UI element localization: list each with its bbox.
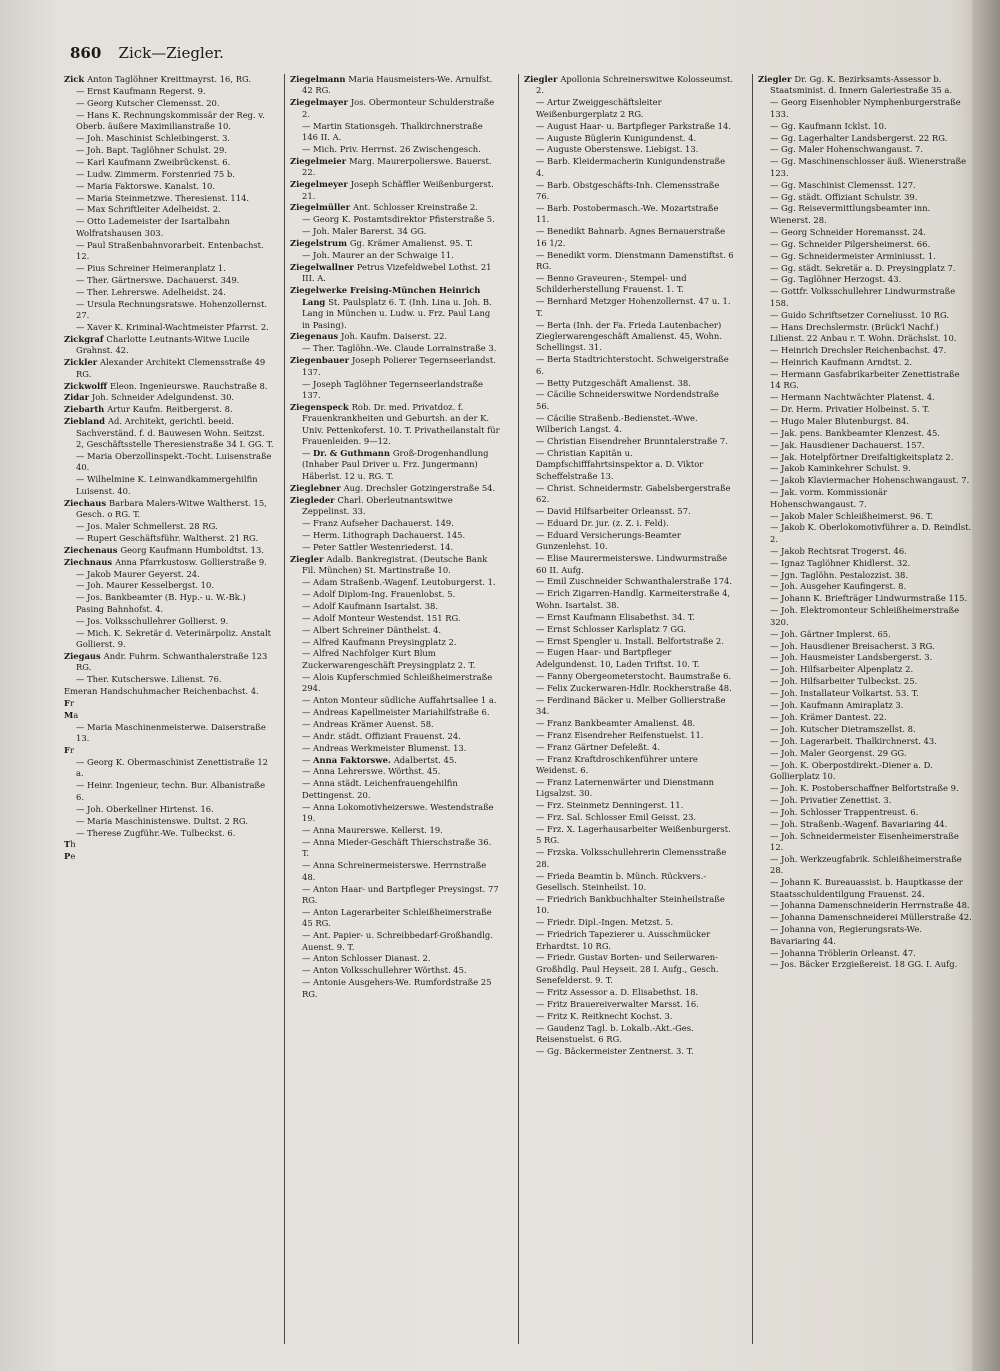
entry: Fr [64, 698, 74, 709]
entry: Zidar Joh. Schneider Adelgundenst. 30. [64, 392, 235, 403]
entry: — Anna Lokomotivheizerswe. Westendstraße 19. [290, 802, 500, 825]
entry: — Ernst Spengler u. Install. Belfortstraße 2. [524, 636, 734, 647]
entry: — Berta (Inh. der Fa. Frieda Lautenbacher) Zieglerwarengeschäft Amalienst. 45, Wohn. Schellingst. 31. [524, 320, 734, 354]
entry: — Joh. Maschinist Schleibingerst. 3. [64, 133, 274, 144]
entry: — Dr. & Guthmann Groß-Drogenhandlung (Inhaber Paul Driver u. Frz. Jungermann) Häberlst. 12 u. RG. T. [290, 448, 500, 482]
entry: — Gg. Taglöhner Herzogst. 43. [758, 274, 972, 285]
entry: — Andr. städt. Offiziant Frauenst. 24. [290, 731, 500, 742]
entry: — Jakob Maler Schleißheimerst. 96. T. [758, 511, 972, 522]
entry: Ziegler Dr. Gg. K. Bezirksamts-Assessor b. Staatsminist. d. Innern Galeriestraße 35 a. [758, 74, 953, 96]
entry: — Andreas Kapellmeister Mariahilfstraße 6. [290, 707, 500, 718]
entry: Fr [64, 745, 74, 756]
entry: — Jakob Kaminkehrer Schulst. 9. [758, 463, 972, 474]
entry: — Ernst Kaufmann Elisabethst. 34. T. [524, 612, 734, 623]
entry: — Antonie Ausgehers-We. Rumfordstraße 25 RG. [290, 977, 500, 1000]
entry: — Ludw. Zimmerm. Forstenried 75 b. [64, 169, 274, 180]
entry: — Johann K. Bureauassist. b. Hauptkasse der Staatsschuldentilgung Frauenst. 24. [758, 877, 972, 900]
entry: — Bernhard Metzger Hohenzollernst. 47 u. 1. T. [524, 296, 734, 319]
entry: — Joh. Kaufmann Amiraplatz 3. [758, 700, 972, 711]
entry: — Auguste Büglerin Kunigundenst. 4. [524, 133, 734, 144]
entry: — Emil Zuschneider Schwanthalerstraße 174. [524, 576, 734, 587]
entry: — Albert Schreiner Dänthelst. 4. [290, 625, 500, 636]
entry: — Anton Lagerarbeiter Schleißheimerstraße 45 RG. [290, 907, 500, 930]
entry: — Erich Zigarren-Handlg. Karmeiterstraße 4, Wohn. Isartalst. 38. [524, 588, 734, 611]
entry: Ziegelmeyer Joseph Schäffler Weißenburgerst. 21. [290, 179, 494, 201]
entry: — Franz Eisendreher Reifenstuelst. 11. [524, 730, 734, 741]
entry: — Jakob K. Oberlokomotivführer a. D. Reindlst. 2. [758, 522, 972, 545]
entry: — Fritz Assessor a. D. Elisabethst. 18. [524, 987, 734, 998]
entry: Ziegelmayer Jos. Obermonteur Schulderstraße 2. [290, 97, 495, 119]
entry: Ziegelwallner Petrus Vizefeldwebel Lothst. 21 III. A. [290, 262, 492, 284]
page-range: Zick—Ziegler. [118, 44, 224, 62]
entry: — Eduard Dr. jur. (z. Z. i. Feld). [524, 518, 734, 529]
entry: — Hermann Gasfabrikarbeiter Zenettistraße 14 RG. [758, 369, 972, 392]
entry: — Joh. Hausmeister Landsbergerst. 3. [758, 652, 972, 663]
entry: — Herm. Lithograph Dachauerst. 145. [290, 530, 500, 541]
column-1 [64, 74, 274, 1354]
entry: — Heinrich Kaufmann Arndtst. 2. [758, 357, 972, 368]
entry: Zickgraf Charlotte Leutnants-Witwe Lucile Grahnst. 42. [64, 333, 250, 356]
entry: — Gg. Maschinenschlosser äuß. Wienerstraße 123. [758, 156, 972, 179]
entry: — Adolf Monteur Westendst. 151 RG. [290, 613, 500, 624]
column-rule [284, 74, 285, 1344]
entry: Zieglebner Aug. Drechsler Gotzingerstraße 54. [290, 482, 496, 493]
entry: — Andreas Werkmeister Blumenst. 13. [290, 743, 500, 754]
entry: — Gg. städt. Sekretär a. D. Preysingplatz 7. [758, 263, 972, 274]
entry: — Gg. Reisevermittlungsbeamter inn. Wienerst. 28. [758, 203, 972, 226]
entry: — Anton Monteur südliche Auffahrtsallee 1 a. [290, 695, 500, 706]
entry: — August Haar- u. Bartpfleger Parkstraße 14. [524, 121, 734, 132]
entry: Ziegelwerke Freising-München Heinrich Lang St. Paulsplatz 6. T. (Inh. Lina u. Joh. B. Lang in München u. Ludw. u. Frz. Paul Lang in Pasing). [290, 285, 492, 330]
entry: — Betty Putzgeschäft Amalienst. 38. [524, 378, 734, 389]
entry: — Gg. Maschinist Clemensst. 127. [758, 180, 972, 191]
entry: — Jak. vorm. Kommissionär Hohenschwangaust. 7. [758, 487, 972, 510]
page-header [70, 44, 224, 62]
entry: — Friedrich Tapezierer u. Ausschmücker Erhardtst. 10 RG. [524, 929, 734, 952]
entry: — Martin Stationsgeh. Thalkirchnerstraße 146 II. A. [290, 121, 500, 144]
entry: — Ther. Gärtnerswe. Dachauerst. 349. [64, 275, 274, 286]
entry: — Georg K. Obermaschinist Zenettistraße 12 a. [64, 757, 274, 780]
entry: — Xaver K. Kriminal-Wachtmeister Pfarrst. 2. [64, 322, 274, 333]
entry: — Auguste Oberstenswe. Liebigst. 13. [524, 144, 734, 155]
entry: — Joh. Schlosser Trappentreust. 6. [758, 807, 972, 818]
entry: — Rupert Geschäftsführ. Waltherst. 21 RG. [64, 533, 274, 544]
entry: — Christian Eisendreher Brunntalerstraße 7. [524, 436, 734, 447]
entry: — Adam Straßenb.-Wagenf. Leutoburgerst. 1. [290, 577, 500, 588]
entry: — Joh. Ausgeher Kaufingerst. 8. [758, 581, 972, 592]
entry: — Jos. Bankbeamter (B. Hyp.- u. W.-Bk.) Pasing Bahnhofst. 4. [64, 592, 274, 615]
entry: — Joh. Kutscher Dietramszellst. 8. [758, 724, 972, 735]
entry: — Elise Maurermeisterswe. Lindwurmstraße 60 II. Aufg. [524, 553, 734, 576]
entry: — Joh. Maler Georgenst. 29 GG. [758, 748, 972, 759]
entry: — Frz. X. Lagerhausarbeiter Weißenburgerst. 5 RG. [524, 824, 734, 847]
entry: — Maria Maschinenmeisterwe. Daiserstraße 13. [64, 722, 274, 745]
entry: — Ther. Taglöhn.-We. Claude Lorrainstraße 3. [290, 343, 500, 354]
column-rule [518, 74, 519, 1344]
entry: — Wilhelmine K. Leinwandkammergehilfin Luisenst. 40. [64, 474, 274, 497]
entry: — Joh. Installateur Volkartst. 53. T. [758, 688, 972, 699]
entry: — Johanna Tröblerin Orleanst. 47. [758, 948, 972, 959]
entry: — Heinrich Drechsler Reichenbachst. 47. [758, 345, 972, 356]
entry: — Gg. Schneidermeister Arminiusst. 1. [758, 251, 972, 262]
entry: — Jak. Hausdiener Dachauerst. 157. [758, 440, 972, 451]
entry: — Joseph Taglöhner Tegernseerlandstraße 137. [290, 379, 500, 402]
page-edge [972, 0, 1000, 1371]
entry: — Joh. Krämer Dantest. 22. [758, 712, 972, 723]
entry: — Berta Stadtrichterstocht. Schweigerstraße 6. [524, 354, 734, 377]
entry: Ma [64, 709, 79, 720]
entry: — Mich. K. Sekretär d. Veterinärpoliz. Anstalt Gollierst. 9. [64, 628, 274, 651]
entry: — Franz Aufseher Dachauerst. 149. [290, 518, 500, 529]
entry: Ziegaus Andr. Fuhrm. Schwanthalerstraße 123 RG. [64, 650, 268, 673]
entry: — Anna Lehrerswe. Wörthst. 45. [290, 766, 500, 777]
entry: — Jos. Bäcker Erzgießereist. 18 GG. I. Aufg. [758, 959, 972, 970]
entry: — Gg. Kaufmann Icklst. 10. [758, 121, 972, 132]
entry: — Frzska. Volksschullehrerin Clemensstraße 28. [524, 847, 734, 870]
entry: — Hans K. Rechnungskommissär der Reg. v. Oberb. äußere Maximilianstraße 10. [64, 110, 274, 133]
entry: — David Hilfsarbeiter Orleansst. 57. [524, 506, 734, 517]
entry: Ziegelmann Maria Hausmeisters-We. Arnulfst. 42 RG. [290, 74, 493, 96]
entry: — Andreas Krämer Auenst. 58. [290, 719, 500, 730]
entry: — Alfred Kaufmann Preysingplatz 2. [290, 637, 500, 648]
entry: — Joh. Hilfsarbeiter Alpenplatz 2. [758, 664, 972, 675]
entry: Ziegler Apollonia Schreinerswitwe Kolosseumst. 2. [524, 74, 734, 96]
page-number: 860 [70, 44, 102, 62]
entry: Ziechnaus Anna Pfarrkustosw. Gollierstraße 9. [64, 556, 267, 567]
entry: — Franz Gärtner Defeleßt. 4. [524, 742, 734, 753]
entry: — Gottfr. Volksschullehrer Lindwurmstraße 158. [758, 286, 972, 309]
entry: Ziegenaus Joh. Kaufm. Daiserst. 22. [290, 331, 448, 342]
entry: — Jak. pens. Bankbeamter Klenzest. 45. [758, 428, 972, 439]
entry: — Johanna von, Regierungsrats-We. Bavariaring 44. [758, 924, 972, 947]
entry: — Jakob Klaviermacher Hohenschwangaust. 7. [758, 475, 972, 486]
entry: — Heinr. Ingenieur, techn. Bur. Albanistraße 6. [64, 780, 274, 803]
entry: — Ferdinand Bäcker u. Melber Gollierstraße 34. [524, 695, 734, 718]
entry: — Karl Kaufmann Zweibrückenst. 6. [64, 157, 274, 168]
entry: Zickwolff Eleon. Ingenieurswe. Rauchstraße 8. [64, 380, 268, 391]
entry: — Fanny Obergeometerstocht. Baumstraße 6. [524, 671, 734, 682]
entry: — Benno Graveuren-, Stempel- und Schilderherstellung Frauenst. 1. T. [524, 273, 734, 296]
entry: — Friedr. Gustav Borten- und Seilerwaren-Großhdlg. Paul Heyseit. 28 I. Aufg., Gesch. Senefelderst. 9. T. [524, 952, 734, 986]
entry: — Joh. Maurer an der Schwaige 11. [290, 250, 500, 261]
entry: — Cäcilie Straßenb.-Bedienstet.-Wwe. Wilberich Langst. 4. [524, 413, 734, 436]
entry: — Anna städt. Leichenfrauengehilfin Dettingenst. 20. [290, 778, 500, 801]
entry: — Joh. Bapt. Taglöhner Schulst. 29. [64, 145, 274, 156]
entry: — Franz Laternenwärter und Dienstmann Ligsalzst. 30. [524, 777, 734, 800]
entry: — Paul Straßenbahnvorarbeit. Entenbachst. 12. [64, 240, 274, 263]
entry: — Franz Kraftdroschkenführer untere Weidenst. 6. [524, 754, 734, 777]
entry: — Otto Lademeister der Isartalbahn Wolfratshausen 303. [64, 216, 274, 239]
entry: Ziegler Adalb. Bankregistrat. (Deutsche Bank Fil. München) St. Martinstraße 10. [290, 553, 488, 576]
entry: — Ther. Lehrerswe. Adelheidst. 24. [64, 287, 274, 298]
entry: — Maria Faktorswe. Kanalst. 10. [64, 181, 274, 192]
entry: Ziebarth Artur Kaufm. Reitbergerst. 8. [64, 404, 233, 415]
entry: — Franz Bankbeamter Amalienst. 48. [524, 718, 734, 729]
entry: — Benedikt Bahnarb. Agnes Bernauerstraße 16 1/2. [524, 226, 734, 249]
entry: — Joh. Hausdiener Breisacherst. 3 RG. [758, 641, 972, 652]
entry: — Joh. Lagerarbeit. Thalkirchnerst. 43. [758, 736, 972, 747]
entry: — Ernst Schlosser Karlsplatz 7 GG. [524, 624, 734, 635]
entry: Pe [64, 851, 76, 862]
entry: — Maria Oberzollinspekt.-Tocht. Luisenstraße 40. [64, 451, 274, 474]
entry: — Gg. Lagerhalter Landsbergerst. 22 RG. [758, 133, 972, 144]
entry: — Barb. Kleidermacherin Kunigundenstraße 4. [524, 156, 734, 179]
entry: — Gaudenz Tagl. b. Lokalb.-Akt.-Ges. Reisenstuelst. 6 RG. [524, 1023, 734, 1046]
entry: Ziegelmeier Marg. Maurerpolierswe. Bauerst. 22. [290, 155, 492, 178]
entry: — Jakob Maurer Geyerst. 24. [64, 569, 274, 580]
entry: — Eduard Versicherungs-Beamter Gunzenlehst. 10. [524, 530, 734, 553]
entry: — Ant. Papier- u. Schreibbedarf-Großhandlg. Auenst. 9. T. [290, 930, 500, 953]
entry: — Joh. K. Oberpostdirekt.-Diener a. D. Gollierplatz 10. [758, 760, 972, 783]
entry: — Anton Haar- und Bartpfleger Preysingst. 77 RG. [290, 884, 500, 907]
entry: — Johanna Damenschneiderei Müllerstraße 42. [758, 912, 972, 923]
entry: — Gg. städt. Offiziant Schulstr. 39. [758, 192, 972, 203]
entry: — Jos. Maler Schmellerst. 28 RG. [64, 521, 274, 532]
entry: — Jak. Hotelpförtner Dreifaltigkeitsplatz 2. [758, 452, 972, 463]
entry: Ziegenbauer Joseph Polierer Tegernseerlandst. 137. [290, 355, 496, 377]
entry: — Mich. Priv. Herrnst. 26 Zwischengesch. [290, 144, 500, 155]
entry: — Gg. Schneider Pilgersheimerst. 66. [758, 239, 972, 250]
entry: — Ernst Kaufmann Regerst. 9. [64, 86, 274, 97]
entry: — Georg Schneider Horemansst. 24. [758, 227, 972, 238]
entry: — Joh. Privatier Zenettist. 3. [758, 795, 972, 806]
entry: — Max Schriftleiter Adelheidst. 2. [64, 204, 274, 215]
entry: — Peter Sattler Westenriederst. 14. [290, 542, 500, 553]
entry: Ziechaus Barbara Malers-Witwe Waltherst. 15, Gesch. o RG. T. [64, 497, 267, 520]
entry: — Gg. Bäckermeister Zentnerst. 3. T. [524, 1046, 734, 1057]
entry: Emeran Handschuhmacher Reichenbachst. 4. [64, 686, 259, 697]
entry: — Maria Steinmetzwe. Theresienst. 114. [64, 193, 274, 204]
entry: — Joh. Gärtner Implerst. 65. [758, 629, 972, 640]
entry: — Joh. Maurer Kesselbergst. 10. [64, 580, 274, 591]
entry: — Adolf Kaufmann Isartalst. 38. [290, 601, 500, 612]
entry: — Benedikt vorm. Dienstmann Damenstiftst. 6 RG. [524, 250, 734, 273]
entry: — Gg. Maler Hohenschwangaust. 7. [758, 144, 972, 155]
column-3 [524, 74, 734, 1354]
entry: Zick Anton Taglöhner Kreittmayrst. 16, RG. [64, 74, 252, 84]
entry: — Joh. K. Postoberschaffner Belfortstraße 9. [758, 783, 972, 794]
entry: — Therese Zugführ.-We. Tulbeckst. 6. [64, 828, 274, 839]
entry: — Anton Schlosser Dianast. 2. [290, 953, 500, 964]
entry: — Christian Kapitän u. Dampfschifffahrtsinspektor a. D. Viktor Scheffelstraße 13. [524, 448, 734, 482]
entry: — Frieda Beamtin b. Münch. Rückvers.-Gesellsch. Steinheilst. 10. [524, 871, 734, 894]
entry: — Maria Maschinistenswe. Dultst. 2 RG. [64, 816, 274, 827]
entry: — Anton Volksschullehrer Wörthst. 45. [290, 965, 500, 976]
column-4 [758, 74, 972, 1354]
entry: — Georg K. Postamtsdirektor Pfisterstraße 5. [290, 214, 500, 225]
entry: — Guido Schriftsetzer Corneliusst. 10 RG. [758, 310, 972, 321]
entry: — Anna Schreinermeisterswe. Herrnstraße 48. [290, 860, 500, 883]
entry: — Jgn. Taglöhn. Pestalozzist. 38. [758, 570, 972, 581]
entry: — Barb. Postobermasch.-We. Mozartstraße 11. [524, 203, 734, 226]
entry: — Christ. Schneidermstr. Gabelsbergerstraße 62. [524, 483, 734, 506]
entry: — Anna Maurerswe. Kellerst. 19. [290, 825, 500, 836]
entry: — Alfred Nachfolger Kurt Blum Zuckerwarengeschäft Preysingplatz 2. T. [290, 648, 500, 671]
entry: — Joh. Elektromonteur Schleißheimerstraße 320. [758, 605, 972, 628]
entry: Ziegleder Charl. Oberleutnantswitwe Zeppelinst. 33. [290, 494, 453, 517]
entry: — Ursula Rechnungsratswe. Hohenzollernst. 27. [64, 299, 274, 322]
entry: Th [64, 839, 76, 850]
entry: — Barb. Obstgeschäfts-Inh. Clemensstraße 76. [524, 180, 734, 203]
entry: Ziechenaus Georg Kaufmann Humboldtst. 13. [64, 544, 264, 555]
entry: — Eugen Haar- und Bartpfleger Adelgundenst. 10, Laden Triftst. 10. T. [524, 647, 734, 670]
entry: — Joh. Straßenb.-Wagenf. Bavariaring 44. [758, 819, 972, 830]
column-2 [290, 74, 500, 1354]
entry: — Joh. Maler Barerst. 34 GG. [290, 226, 500, 237]
entry: — Friedrich Bankbuchhalter Steinheilstraße 10. [524, 894, 734, 917]
entry: — Adolf Diplom-Ing. Frauenlobst. 5. [290, 589, 500, 600]
entry: — Ther. Kutscherswe. Lilienst. 76. [64, 674, 274, 685]
entry: — Cäcilie Schneiderswitwe Nordendstraße 56. [524, 389, 734, 412]
entry: — Friedr. Dipl.-Ingen. Metzst. 5. [524, 917, 734, 928]
entry: — Joh. Hilfsarbeiter Tulbeckst. 25. [758, 676, 972, 687]
entry: Ziegelmüller Ant. Schlosser Kreinstraße 2. [290, 202, 479, 213]
entry: — Fritz K. Reitknecht Kochst. 3. [524, 1011, 734, 1022]
entry: — Felix Zuckerwaren-Hdlr. Rockherstraße 48. [524, 683, 734, 694]
column-rule [752, 74, 753, 1344]
entry: — Frz. Sal. Schlosser Emil Geisst. 23. [524, 812, 734, 823]
entry: Ziegelstrum Gg. Krämer Amalienst. 95. T. [290, 238, 473, 249]
entry: Ziegenspeck Rob. Dr. med. Privatdoz. f. Frauenkrankheiten und Geburtsh. an der K. Univ. Pettenkoferst. 10. T. Privatheilanstalt für Frauenleiden. 9—12. [290, 401, 500, 447]
entry: — Hermann Nachtwächter Platenst. 4. [758, 392, 972, 403]
entry: — Johann K. Briefträger Lindwurmstraße 115. [758, 593, 972, 604]
entry: — Anna Faktorswe. Adalbertst. 45. [290, 755, 500, 766]
entry: — Jakob Rechtsrat Trogerst. 46. [758, 546, 972, 557]
entry: — Alois Kupferschmied Schleißheimerstraße 294. [290, 672, 500, 695]
entry: — Johanna Damenschneiderin Herrnstraße 48. [758, 900, 972, 911]
entry: — Jos. Volksschullehrer Gollierst. 9. [64, 616, 274, 627]
entry: — Frz. Steinmetz Denningerst. 11. [524, 800, 734, 811]
entry: — Joh. Oberkellner Hirtenst. 16. [64, 804, 274, 815]
entry: — Joh. Schneidermeister Eisenheimerstraße 12. [758, 831, 972, 854]
entry: — Anna Mieder-Geschäft Thierschstraße 36. T. [290, 837, 500, 860]
entry: — Artur Zweiggeschäftsleiter Weißenburgerplatz 2 RG. [524, 97, 734, 120]
entry: — Georg Kutscher Clemensst. 20. [64, 98, 274, 109]
entry: — Hans Drechslermstr. (Brück'l Nachf.) Lilienst. 22 Anbau r. T. Wohn. Drächslst. 10. [758, 322, 972, 345]
entry: — Georg Eisenhobler Nymphenburgerstraße 133. [758, 97, 972, 120]
entry: — Ignaz Taglöhner Khidlerst. 32. [758, 558, 972, 569]
entry: — Dr. Herm. Privatier Holbeinst. 5. T. [758, 404, 972, 415]
entry: — Joh. Werkzeugfabrik. Schleißheimerstraße 28. [758, 854, 972, 877]
entry: — Pius Schreiner Heimeranplatz 1. [64, 263, 274, 274]
entry: Ziebland Ad. Architekt, gerichtl. beeid. Sachverständ. f. d. Bauwesen Wohn. Seitzst. 2, Geschäftsstelle Theresienstraße 34 I. GG. T. [64, 416, 274, 450]
entry: — Fritz Brauereiverwalter Marsst. 16. [524, 999, 734, 1010]
entry: Zickler Alexander Architekt Clemensstraße 49 RG. [64, 357, 266, 379]
entry: — Hugo Maler Blutenburgst. 84. [758, 416, 972, 427]
